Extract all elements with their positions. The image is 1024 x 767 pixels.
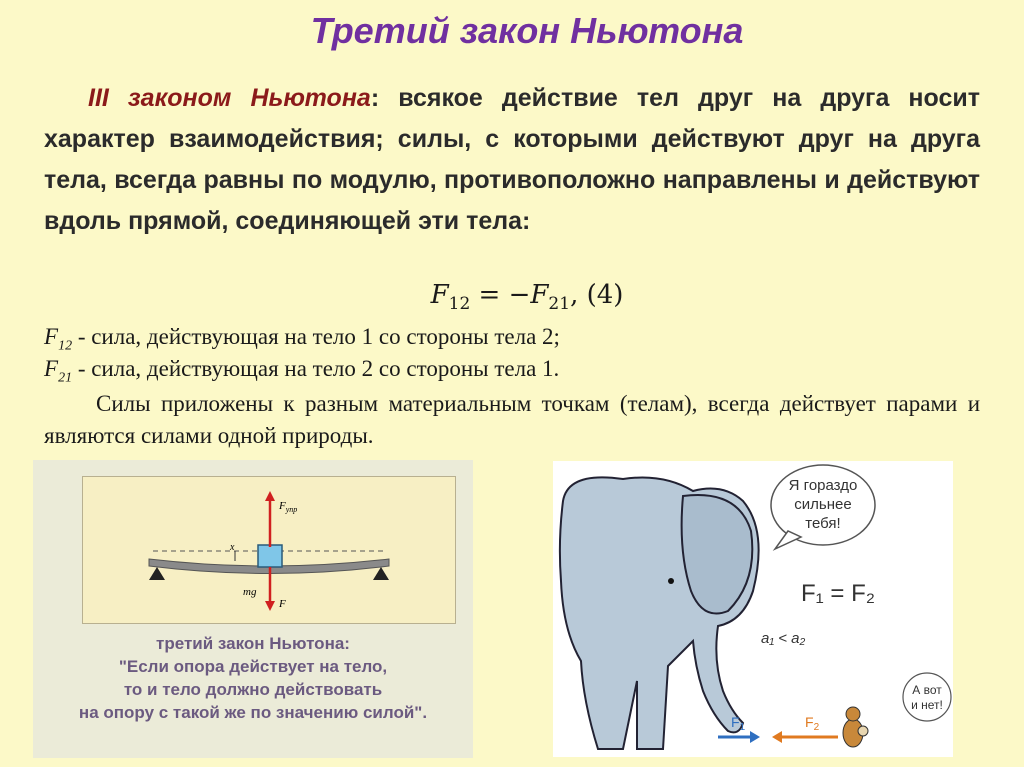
elephant-eye	[668, 578, 674, 584]
block	[258, 545, 282, 567]
force-f1-arrowhead	[750, 731, 760, 743]
caption-line: на опору с такой же по значению силой".	[78, 703, 428, 722]
mouse-speech-bubble	[903, 673, 951, 721]
note-paragraph: Силы приложены к разным материальным точкам (телам), всегда действует парами и являются силами одной природы.	[44, 391, 980, 448]
beam-caption	[33, 632, 473, 724]
beam-drawing	[83, 477, 455, 623]
right-support	[373, 567, 389, 580]
speech-line: тебя!	[805, 515, 841, 532]
law-lead: III законом Ньютона	[88, 84, 371, 112]
slide-title: Третий закон Ньютона	[310, 10, 744, 51]
beam-figure	[33, 460, 473, 758]
formula-lhs-sub: 12	[448, 294, 471, 315]
force-f1-label: $F_1$	[731, 714, 746, 733]
law-text: : всякое действие тел друг на друга носит характер взаимодействия; силы, с которыми действуют друг на друга тела, всегда равны по модулю, противоположно направлены и действуют вдоль прямой, соединяющей эти тела:	[44, 84, 980, 235]
elephant-mouse-drawing	[553, 461, 953, 757]
mouse-speech-line: А вот	[912, 683, 942, 697]
force-f2-arrowhead	[772, 731, 782, 743]
left-support	[149, 567, 165, 580]
formula	[0, 280, 1024, 314]
f-label: F	[279, 598, 286, 610]
speech-line: сильнее	[794, 496, 852, 513]
formula-rhs-symbol: F	[530, 280, 549, 310]
force-equation: F₁ = F₂	[801, 580, 876, 607]
law-paragraph	[44, 78, 980, 242]
f-upr-label: $F_{упр}$	[279, 500, 298, 514]
weight-arrowhead	[265, 601, 275, 611]
mg-label: mg	[243, 586, 257, 598]
caption-line: то и тело должно действовать	[123, 680, 383, 699]
formula-middle: = −	[470, 280, 531, 310]
mouse-head	[846, 707, 860, 721]
mouse-speech-line: и нет!	[911, 698, 943, 712]
x-label: x	[230, 542, 235, 553]
force-f2-label: $F_2$	[805, 714, 820, 733]
beam-diagram	[82, 476, 456, 624]
caption-line: третий закон Ньютона:	[156, 634, 350, 653]
definition-text: - сила, действующая на тело 2 со стороны тела 1.	[72, 356, 560, 381]
formula-lhs-symbol: F	[430, 280, 449, 310]
elastic-force-arrowhead	[265, 491, 275, 501]
caption-line: "Если опора действует на тело,	[118, 657, 388, 676]
definition-symbol: $F_{12}$	[44, 324, 73, 354]
definition-text: - сила, действующая на тело 1 со стороны тела 2;	[72, 324, 560, 349]
elephant-mouse-figure	[553, 461, 953, 757]
formula-tail: , (4)	[570, 280, 624, 310]
acceleration-relation: a₁ < a₂	[761, 630, 806, 647]
speech-line: Я гораздо	[788, 477, 858, 494]
mouse-ball	[858, 726, 868, 736]
formula-rhs-sub: 21	[548, 294, 571, 315]
definition-symbol: $F_{21}$	[44, 356, 73, 386]
